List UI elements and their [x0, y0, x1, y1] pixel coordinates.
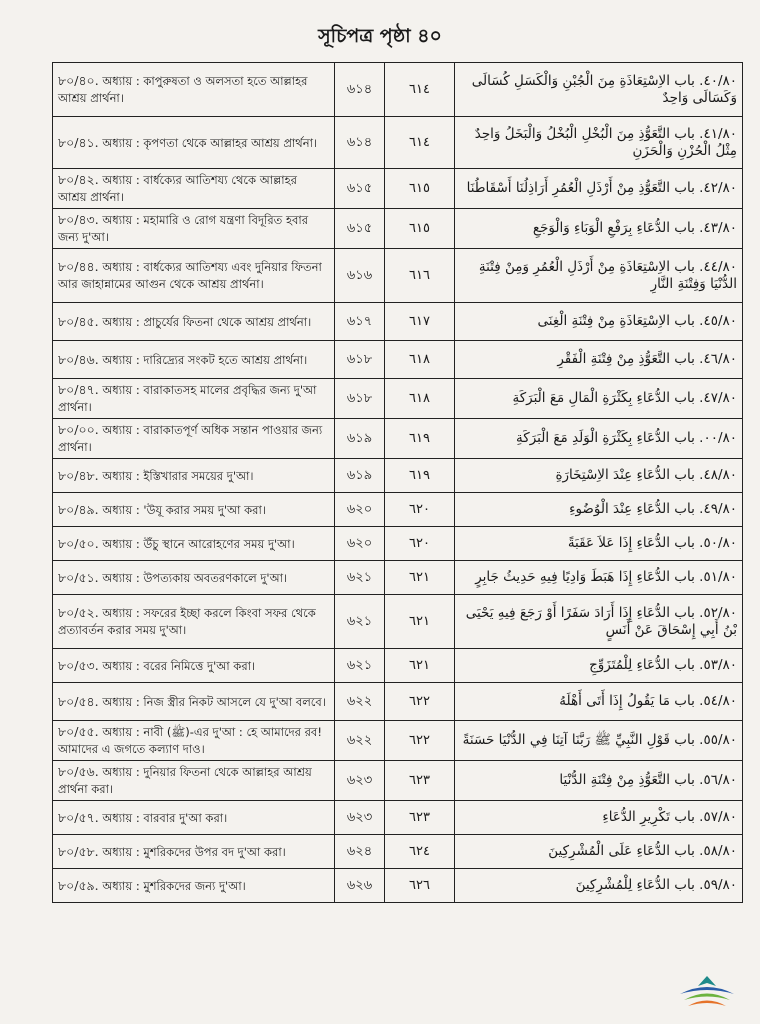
page-number-bengali: ৬১৬: [335, 249, 385, 303]
table-row: [53, 419, 743, 459]
page-number-arabic: ٦٢٠: [385, 493, 455, 527]
page-number-bengali: ৬১৯: [335, 459, 385, 493]
chapter-text: অধ্যায় : কাপুরুষতা ও অলসতা হতে আল্লাহর আশ্রয় প্রার্থনা।: [58, 74, 308, 105]
chapter-title-bengali: [53, 761, 335, 801]
chapter-number: ৮০/৫৬.: [58, 764, 99, 779]
chapter-title-bengali: [53, 683, 335, 721]
chapter-title-bengali: [53, 721, 335, 761]
page-number-arabic: ٦١٤: [385, 63, 455, 117]
table-row: [53, 117, 743, 169]
chapter-title-bengali: [53, 459, 335, 493]
chapter-text: অধ্যায় : বারাকাতপূর্ণ অধিক সন্তান পাওয়ার জন্য প্রার্থনা।: [58, 423, 323, 454]
chapter-title-bengali: [53, 117, 335, 169]
chapter-number: ৮০/৪৪.: [58, 259, 99, 274]
table-row: [53, 209, 743, 249]
chapter-title-arabic: ٥٧/٨٠. باب تَكْرِيرِ الدُّعَاءِ: [455, 801, 743, 835]
page-number-arabic: ٦٢١: [385, 649, 455, 683]
chapter-title-bengali: [53, 341, 335, 379]
chapter-number: ৮০/৪৬.: [58, 351, 99, 367]
page-number-bengali: ৬২১: [335, 649, 385, 683]
chapter-title-arabic: ٥٠/٨٠. باب الدُّعَاءِ إِذَا عَلاَ عَقَبَةً: [455, 527, 743, 561]
page-number-arabic: ٦٢١: [385, 595, 455, 649]
table-row: [53, 493, 743, 527]
chapter-title-arabic: ٤٧/٨٠. باب الدُّعَاءِ بِكَثْرَةِ الْمَالِ مَعَ الْبَرَكَةِ: [455, 379, 743, 419]
chapter-title-bengali: [53, 169, 335, 209]
chapter-title-arabic: ٥٢/٨٠. باب الدُّعَاءِ إِذَا أَرَادَ سَفَرًا أَوْ رَجَعَ فِيهِ يَحْيَى بْنُ أَبِي إِسْحَاقَ عَنْ أَنَسٍ: [455, 595, 743, 649]
chapter-text: অধ্যায় : কৃপণতা থেকে আল্লাহর আশ্রয় প্রার্থনা।: [102, 135, 318, 150]
chapter-text: অধ্যায় : নিজ স্ত্রীর নিকট আসলে যে দু'আ বলবে।: [102, 694, 326, 709]
chapter-text: অধ্যায় : মুশরিকদের উপর বদ দু'আ করা।: [102, 844, 286, 859]
chapter-title-bengali: [53, 595, 335, 649]
chapter-title-bengali: [53, 801, 335, 835]
chapter-title-bengali: [53, 209, 335, 249]
chapter-title-bengali: [53, 493, 335, 527]
chapter-number: ৮০/৪৩.: [58, 212, 99, 227]
page-number-bengali: ৬২৬: [335, 869, 385, 903]
table-row: [53, 683, 743, 721]
page-number-bengali: ৬১৮: [335, 379, 385, 419]
chapter-number: ৮০/৫৯.: [58, 877, 99, 893]
chapter-title-bengali: [53, 419, 335, 459]
page-number-bengali: ৬২০: [335, 493, 385, 527]
chapter-number: ৮০/৫১.: [58, 569, 99, 585]
chapter-number: ৮০/৫৭.: [58, 809, 99, 825]
table-row: [53, 869, 743, 903]
chapter-number: ৮০/৫৫.: [58, 724, 99, 739]
chapter-number: ৮০/৫০.: [58, 535, 99, 551]
chapter-title-arabic: ٤٥/٨٠. باب الاِسْتِعَاذَةِ مِنْ فِتْنَةِ الْغِنَى: [455, 303, 743, 341]
publisher-logo-icon: [676, 972, 738, 1010]
chapter-text: অধ্যায় : দুনিয়ার ফিতনা থেকে আল্লাহর আশ্রয় প্রার্থনা করা।: [58, 765, 312, 796]
chapter-title-bengali: [53, 527, 335, 561]
chapter-number: ৮০/৫৪.: [58, 693, 99, 709]
page-number-arabic: ٦٢٤: [385, 835, 455, 869]
chapter-title-arabic: ٥٩/٨٠. باب الدُّعَاءِ لِلْمُشْرِكِينَ: [455, 869, 743, 903]
chapter-title-bengali: [53, 303, 335, 341]
table-row: [53, 63, 743, 117]
table-row: [53, 761, 743, 801]
chapter-title-arabic: ٤٠/٨٠. باب الاِسْتِعَاذَةِ مِنَ الْجُبْنِ وَالْكَسَلِ كُسَالَى وَكَسَالَى وَاحِدٌ: [455, 63, 743, 117]
chapter-title-arabic: ٥٦/٨٠. باب التَّعَوُّذِ مِنْ فِتْنَةِ الدُّنْيَا: [455, 761, 743, 801]
chapter-number: ৮০/৫৮.: [58, 843, 99, 859]
page-number-bengali: ৬২৩: [335, 761, 385, 801]
page-number-arabic: ٦٢٣: [385, 761, 455, 801]
chapter-title-arabic: ٤٤/٨٠. باب الاِسْتِعَاذَةِ مِنْ أَرْذَلِ الْعُمُرِ وَمِنْ فِتْنَةِ الدُّنْيَا وَفِتْنَةِ النَّارِ: [455, 249, 743, 303]
page-number-arabic: ٦١٩: [385, 419, 455, 459]
page-number-bengali: ৬১৯: [335, 419, 385, 459]
page-number-bengali: ৬১৪: [335, 63, 385, 117]
page-number-bengali: ৬১৭: [335, 303, 385, 341]
page-number-arabic: ٦١٥: [385, 209, 455, 249]
page-number-arabic: ٦٢١: [385, 561, 455, 595]
page-number-arabic: ٦٢٣: [385, 801, 455, 835]
chapter-title-bengali: [53, 649, 335, 683]
page-number-bengali: ৬২০: [335, 527, 385, 561]
page-number-arabic: ٦١٨: [385, 341, 455, 379]
chapter-text: অধ্যায় : বারবার দু'আ করা।: [102, 810, 228, 825]
chapter-number: ৮০/৪৯.: [58, 501, 99, 517]
chapter-text: অধ্যায় : ইস্তিখারার সময়ের দু'আ।: [102, 468, 254, 483]
table-row: [53, 341, 743, 379]
page-number-bengali: ৬২১: [335, 595, 385, 649]
page-number-arabic: ٦١٨: [385, 379, 455, 419]
chapter-text: অধ্যায় : প্রাচুর্যের ফিতনা থেকে আশ্রয় প্রার্থনা।: [102, 314, 312, 329]
table-row: [53, 303, 743, 341]
chapter-text: অধ্যায় : বার্ধক্যের আতিশয্য এবং দুনিয়ার ফিতনা আর জাহান্নামের আগুন থেকে আশ্রয় প্রার্থনা।: [58, 260, 322, 291]
page-number-bengali: ৬২১: [335, 561, 385, 595]
chapter-text: অধ্যায় : মুশরিকদের জন্য দু'আ।: [102, 878, 246, 893]
table-row: [53, 379, 743, 419]
page-number-arabic: ٦١٦: [385, 249, 455, 303]
table-row: [53, 561, 743, 595]
chapter-text: অধ্যায় : সফরের ইচ্ছা করলে কিংবা সফর থেকে প্রত্যাবর্তন করার সময় দু'আ।: [58, 606, 316, 637]
page-number-bengali: ৬১৪: [335, 117, 385, 169]
chapter-title-bengali: [53, 561, 335, 595]
chapter-text: অধ্যায় : বার্ধক্যের আতিশয্য থেকে আল্লাহর আশ্রয় প্রার্থনা।: [58, 173, 298, 204]
chapter-text: অধ্যায় : বরের নিমিত্তে দু'আ করা।: [102, 658, 256, 673]
page-title: সূচিপত্র পৃষ্ঠা ৪০: [318, 25, 442, 47]
chapter-title-bengali: [53, 835, 335, 869]
chapter-title-arabic: ٥٥/٨٠. باب قَوْلِ النَّبِيِّ ﷺ رَبَّنَا آتِنَا فِي الدُّنْيَا حَسَنَةً: [455, 721, 743, 761]
chapter-title-arabic: ٤٨/٨٠. باب الدُّعَاءِ عِنْدَ الاِسْتِخَارَةِ: [455, 459, 743, 493]
table-row: [53, 835, 743, 869]
page-number-bengali: ৬১৮: [335, 341, 385, 379]
chapter-text: অধ্যায় : 'উযূ করার সময় দু'আ করা।: [102, 502, 266, 517]
chapter-title-arabic: ٥٤/٨٠. باب مَا يَقُولُ إِذَا أَتَى أَهْلَهُ: [455, 683, 743, 721]
chapter-title-arabic: ٤٦/٨٠. باب التَّعَوُّذِ مِنْ فِتْنَةِ الْفَقْرِ: [455, 341, 743, 379]
chapter-text: অধ্যায় : উঁচু স্থানে আরোহণের সময় দু'আ।: [102, 536, 295, 551]
chapter-number: ৮০/৫৩.: [58, 657, 99, 673]
chapter-number: ৮০/৪৫.: [58, 313, 99, 329]
chapter-number: ৮০/০০.: [58, 422, 99, 437]
page-number-bengali: ৬২২: [335, 721, 385, 761]
table-row: [53, 249, 743, 303]
page-number-arabic: ٦١٩: [385, 459, 455, 493]
page-number-bengali: ৬১৫: [335, 169, 385, 209]
chapter-title-arabic: ٥١/٨٠. باب الدُّعَاءِ إِذَا هَبَطَ وَادِيًا فِيهِ حَدِيثُ جَابِرٍ: [455, 561, 743, 595]
table-row: [53, 169, 743, 209]
table-row: [53, 649, 743, 683]
chapter-title-arabic: ٤٩/٨٠. باب الدُّعَاءِ عِنْدَ الْوُضُوءِ: [455, 493, 743, 527]
chapter-number: ৮০/৪৭.: [58, 382, 99, 397]
page-number-arabic: ٦١٥: [385, 169, 455, 209]
page-number-arabic: ٦١٤: [385, 117, 455, 169]
chapter-text: অধ্যায় : উপত্যকায় অবতরণকালে দু'আ।: [102, 570, 288, 585]
page-number-bengali: ৬২৪: [335, 835, 385, 869]
chapter-text: অধ্যায় : নাবী (ﷺ)-এর দু'আ : হে আমাদের রব! আমাদের এ জগতে কল্যাণ দাও।: [58, 725, 322, 756]
table-row: [53, 459, 743, 493]
chapter-number: ৮০/৪০.: [58, 73, 99, 88]
page-number-bengali: ৬২৩: [335, 801, 385, 835]
table-row: [53, 527, 743, 561]
chapter-title-arabic: ٥٣/٨٠. باب الدُّعَاءِ لِلْمُتَزَوِّجِ: [455, 649, 743, 683]
page-number-arabic: ٦٢٢: [385, 721, 455, 761]
chapter-number: ৮০/৪৮.: [58, 467, 99, 483]
chapter-number: ৮০/৪১.: [58, 134, 99, 150]
chapter-text: অধ্যায় : দারিদ্র্যের সংকট হতে আশ্রয় প্রার্থনা।: [102, 352, 308, 367]
chapter-title-bengali: [53, 869, 335, 903]
table-row: [53, 801, 743, 835]
chapter-title-arabic: ٠٠/٨٠. باب الدُّعَاءِ بِكَثْرَةِ الْوَلَدِ مَعَ الْبَرَكَةِ: [455, 419, 743, 459]
page-number-arabic: ٦٢٦: [385, 869, 455, 903]
chapter-number: ৮০/৪২.: [58, 172, 99, 187]
chapter-number: ৮০/৫২.: [58, 605, 99, 620]
page-number-arabic: ٦١٧: [385, 303, 455, 341]
page-number-arabic: ٦٢٢: [385, 683, 455, 721]
chapter-title-arabic: ٥٨/٨٠. باب الدُّعَاءِ عَلَى الْمُشْرِكِينَ: [455, 835, 743, 869]
page-number-bengali: ৬২২: [335, 683, 385, 721]
page-number-bengali: ৬১৫: [335, 209, 385, 249]
chapter-title-arabic: ٤٢/٨٠. باب التَّعَوُّذِ مِنْ أَرْذَلِ الْعُمُرِ أَرَاذِلُنَا أَسْقَاطُنَا: [455, 169, 743, 209]
page-number-arabic: ٦٢٠: [385, 527, 455, 561]
chapter-title-bengali: [53, 379, 335, 419]
chapter-title-bengali: [53, 63, 335, 117]
index-table: [52, 62, 743, 903]
table-row: [53, 721, 743, 761]
chapter-title-arabic: ٤٣/٨٠. باب الدُّعَاءِ بِرَفْعِ الْوَبَاءِ وَالْوَجَعِ: [455, 209, 743, 249]
table-row: [53, 595, 743, 649]
chapter-text: অধ্যায় : মহামারি ও রোগ যন্ত্রণা বিদূরিত হবার জন্য দু'আ।: [58, 213, 309, 244]
chapter-text: অধ্যায় : বারাকাতসহ মালের প্রবৃদ্ধির জন্য দু'আ প্রার্থনা।: [58, 383, 317, 414]
chapter-title-bengali: [53, 249, 335, 303]
chapter-title-arabic: ٤١/٨٠. باب التَّعَوُّذِ مِنَ الْبُخْلِ الْبُخْلُ وَالْبَخَلُ وَاحِدٌ مِثْلُ الْحُزْنِ وَالْحَزَنِ: [455, 117, 743, 169]
